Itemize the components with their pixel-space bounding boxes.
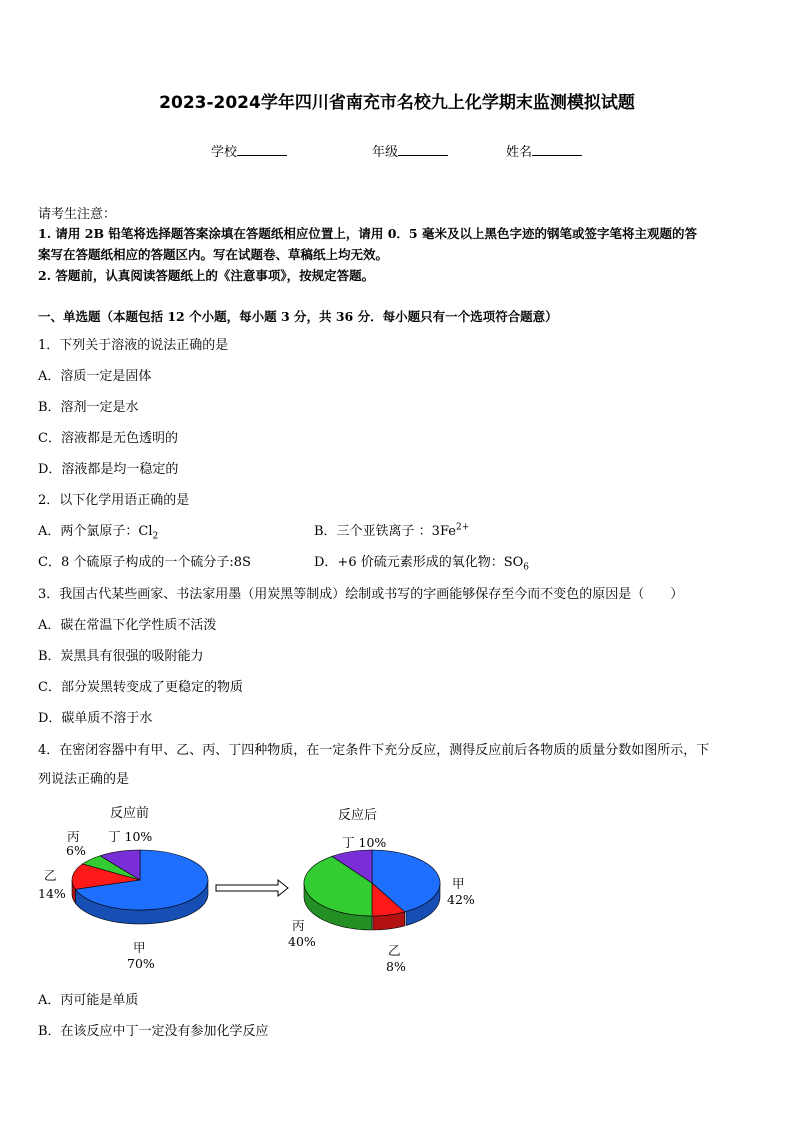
q1-option-a[interactable]: A．溶质一定是固体 <box>38 369 152 384</box>
notice-item-1-line-1: 1. 请用 2B 铅笔将选择题答案涂填在答题纸相应位置上，请用 0．5 毫米及以上黑色字迹的钢笔或签字笔将主观题的答 <box>38 226 697 241</box>
name-field: 姓名 <box>506 141 582 160</box>
grade-field: 年级 <box>372 141 448 160</box>
pie-after-label-yi: 乙 <box>388 943 401 958</box>
pie-before-value-yi: 14% <box>38 886 66 901</box>
pie-before-label-yi: 乙 <box>44 868 57 883</box>
pie-after-title: 反应后 <box>338 808 378 823</box>
pie-before-title: 反应前 <box>110 806 150 821</box>
notice-item-1-line-2: 案写在答题纸相应的答题区内。写在试题卷、草稿纸上均无效。 <box>38 247 389 262</box>
pie-before-label-ding: 丁 10% <box>108 829 153 844</box>
school-field: 学校 <box>211 141 287 160</box>
pie-after <box>304 850 440 930</box>
q3-option-c[interactable]: C．部分炭黑转变成了更稳定的物质 <box>38 680 243 695</box>
pie-charts-svg <box>30 798 500 978</box>
pie-before-label-bing: 丙 <box>67 829 80 844</box>
notice-heading: 请考生注意： <box>38 207 117 222</box>
arrow-icon <box>216 880 288 896</box>
q1-option-c[interactable]: C．溶液都是无色透明的 <box>38 431 178 446</box>
pie-after-label-ding: 丁 10% <box>342 835 387 850</box>
pie-before-label-jia: 甲 <box>133 940 146 955</box>
q2-option-c[interactable]: C．8 个硫原子构成的一个硫分子:8S <box>38 555 251 570</box>
q2-option-b[interactable]: B．三个亚铁离子 ：$3Fe^{2+}$ <box>314 522 470 539</box>
q4-option-b[interactable]: B．在该反应中丁一定没有参加化学反应 <box>38 1024 269 1039</box>
pie-after-value-yi: 8% <box>386 959 406 974</box>
q4-figure <box>30 798 500 978</box>
q1-option-d[interactable]: D．溶液都是均一稳定的 <box>38 462 179 477</box>
pie-after-value-jia: 42% <box>447 892 475 907</box>
name-blank[interactable] <box>532 143 582 156</box>
pie-before <box>72 850 208 924</box>
q3-option-b[interactable]: B．炭黑具有很强的吸附能力 <box>38 649 204 664</box>
q3-stem: 3．我国古代某些画家、书法家用墨（用炭黑等制成）绘制或书写的字画能够保存至今而不变色的原因是（ ） <box>38 587 684 602</box>
pie-after-label-bing: 丙 <box>292 918 305 933</box>
pie-after-label-jia: 甲 <box>452 876 465 891</box>
q4-stem-line-2: 列说法正确的是 <box>38 772 130 787</box>
q2-stem: 2．以下化学用语正确的是 <box>38 493 190 508</box>
q3-option-d[interactable]: D．碳单质不溶于水 <box>38 711 153 726</box>
q1-stem: 1．下列关于溶液的说法正确的是 <box>38 338 229 353</box>
q4-stem-line-1: 4．在密闭容器中有甲、乙、丙、丁四种物质，在一定条件下充分反应，测得反应前后各物质的质量分数如图所示，下 <box>38 743 710 758</box>
q1-option-b[interactable]: B．溶剂一定是水 <box>38 400 139 415</box>
q2-option-a[interactable]: A．两个氯原子：$Cl_2$ <box>38 524 159 542</box>
notice-item-2: 2. 答题前，认真阅读答题纸上的《注意事项》，按规定答题。 <box>38 268 375 283</box>
pie-after-value-bing: 40% <box>288 934 316 949</box>
q2-option-d[interactable]: D．+6 价硫元素形成的氧化物：$SO_6$ <box>314 555 530 573</box>
q3-option-a[interactable]: A．碳在常温下化学性质不活泼 <box>38 618 217 633</box>
section-heading: 一、单选题（本题包括 12 个小题，每小题 3 分，共 36 分．每小题只有一个选项符合题意） <box>38 309 558 324</box>
q4-option-a[interactable]: A．丙可能是单质 <box>38 993 139 1008</box>
pie-before-value-bing: 6% <box>66 843 86 858</box>
grade-blank[interactable] <box>398 143 448 156</box>
school-blank[interactable] <box>237 143 287 156</box>
page-title: 2023-2024学年四川省南充市名校九上化学期末监测模拟试题 <box>159 93 635 113</box>
pie-before-value-jia: 70% <box>127 956 155 971</box>
